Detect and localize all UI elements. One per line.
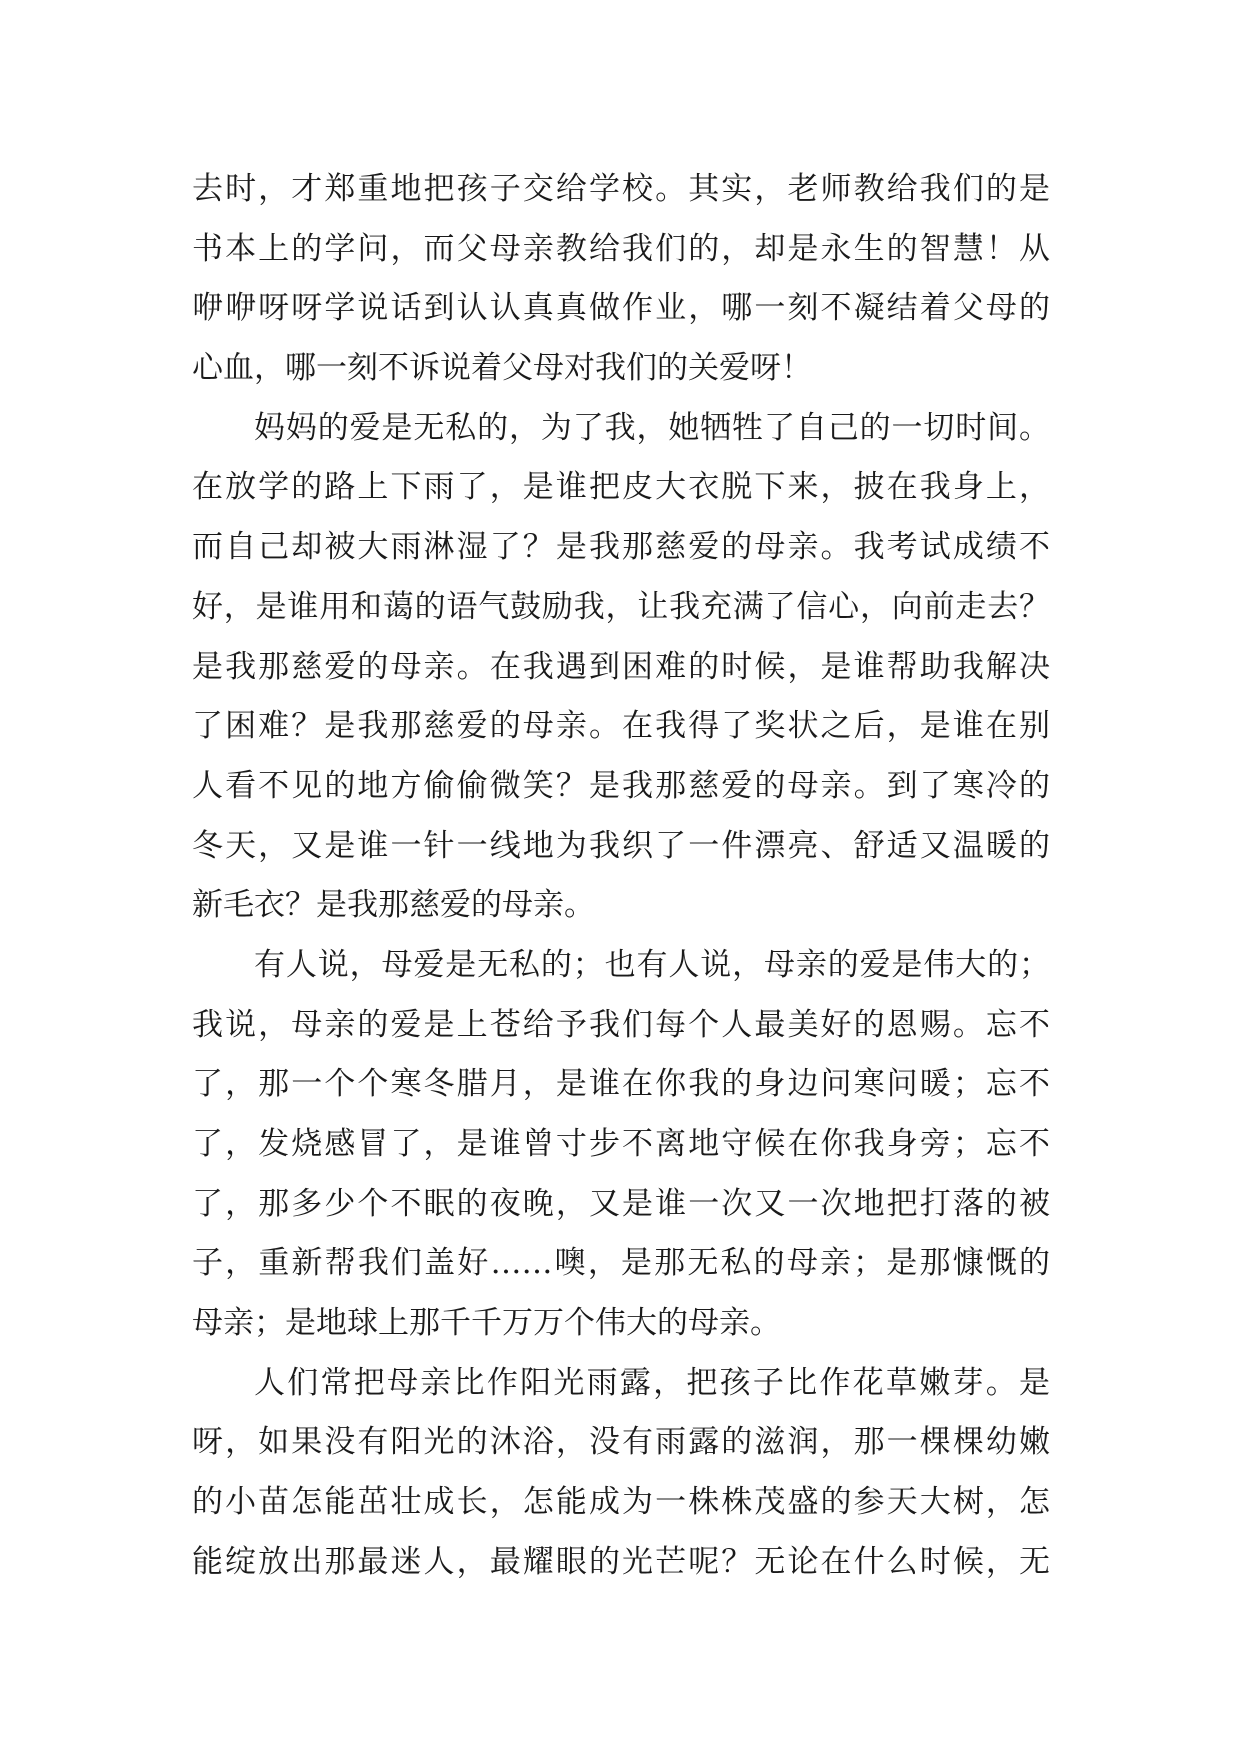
text-line: 了，那多少个不眠的夜晚，又是谁一次又一次地把打落的被	[192, 1185, 1050, 1222]
text-line: 书本上的学问，而父母亲教给我们的，却是永生的智慧！从	[192, 230, 1050, 267]
text-line: 子，重新帮我们盖好……噢，是那无私的母亲；是那慷慨的	[192, 1245, 1050, 1282]
text-line: 呀，如果没有阳光的沐浴，没有雨露的滋润，那一棵棵幼嫩	[192, 1424, 1050, 1461]
text-line: 冬天，又是谁一针一线地为我织了一件漂亮、舒适又温暖的	[192, 827, 1050, 864]
text-line: 了，那一个个寒冬腊月，是谁在你我的身边问寒问暖；忘不	[192, 1066, 1050, 1103]
text-line: 心血，哪一刻不诉说着父母对我们的关爱呀！	[192, 350, 812, 387]
text-line: 我说，母亲的爱是上苍给予我们每个人最美好的恩赐。忘不	[192, 1006, 1050, 1043]
text-line: 母亲；是地球上那千千万万个伟大的母亲。	[192, 1305, 781, 1342]
text-line: 人们常把母亲比作阳光雨露，把孩子比作花草嫩芽。是	[254, 1364, 1050, 1401]
body-text	[192, 160, 1050, 1593]
text-line: 而自己却被大雨淋湿了？是我那慈爱的母亲。我考试成绩不	[192, 529, 1050, 566]
text-line: 了困难？是我那慈爱的母亲。在我得了奖状之后，是谁在别	[192, 708, 1050, 745]
text-line: 去时，才郑重地把孩子交给学校。其实，老师教给我们的是	[192, 171, 1050, 207]
text-line: 新毛衣？是我那慈爱的母亲。	[192, 887, 595, 924]
text-line: 咿咿呀呀学说话到认认真真做作业，哪一刻不凝结着父母的	[192, 290, 1050, 327]
text-line: 能绽放出那最迷人，最耀眼的光芒呢？无论在什么时候，无	[192, 1543, 1050, 1580]
text-line: 妈妈的爱是无私的，为了我，她牺牲了自己的一切时间。	[254, 409, 1050, 446]
text-line: 是我那慈爱的母亲。在我遇到困难的时候，是谁帮助我解决	[192, 648, 1050, 685]
text-line: 的小苗怎能茁壮成长，怎能成为一株株茂盛的参天大树，怎	[192, 1484, 1050, 1521]
text-line: 人看不见的地方偷偷微笑？是我那慈爱的母亲。到了寒冷的	[192, 767, 1050, 804]
text-line: 有人说，母爱是无私的；也有人说，母亲的爱是伟大的；	[254, 946, 1050, 983]
text-line: 在放学的路上下雨了，是谁把皮大衣脱下来，披在我身上，	[192, 469, 1050, 506]
text-line: 了，发烧感冒了，是谁曾寸步不离地守候在你我身旁；忘不	[192, 1126, 1050, 1162]
text-line: 好，是谁用和蔼的语气鼓励我，让我充满了信心，向前走去？	[192, 588, 1050, 625]
